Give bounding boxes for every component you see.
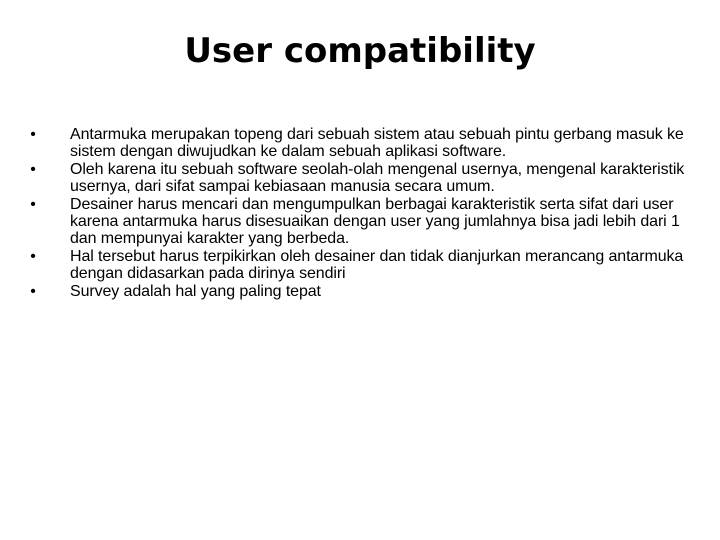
bullet-icon: •: [30, 247, 36, 265]
bullet-text: Survey adalah hal yang paling tepat: [70, 282, 321, 300]
bullet-item: [28, 248, 688, 283]
bullet-item: [28, 283, 688, 300]
slide-title: User compatibility: [184, 31, 536, 71]
bullet-item: [28, 161, 688, 196]
bullet-icon: •: [30, 195, 36, 213]
bullet-icon: •: [30, 160, 36, 178]
bullet-text: Desainer harus mencari dan mengumpulkan berbagai karakteristik serta sifat dari user karena antarmuka harus disesuaikan dengan user yang jumlahnya bisa jadi lebih dari 1 dan mempunyai karakter yang berbeda.: [70, 195, 680, 248]
bullet-icon: •: [30, 126, 36, 143]
bullet-icon: •: [30, 282, 36, 300]
bullet-text: Antarmuka merupakan topeng dari sebuah sistem atau sebuah pintu gerbang masuk ke sistem dengan diwujudkan ke dalam sebuah aplikasi software.: [70, 126, 684, 161]
bullet-item: [28, 196, 688, 248]
bullet-list: [28, 126, 688, 300]
bullet-text: Hal tersebut harus terpikirkan oleh desainer dan tidak dianjurkan merancang antarmuka dengan didasarkan pada dirinya sendiri: [70, 247, 684, 283]
bullet-item: [28, 126, 688, 161]
bullet-text: Oleh karena itu sebuah software seolah-olah mengenal usernya, mengenal karakteristik usernya, dari sifat sampai kebiasaan manusia secara umum.: [70, 160, 685, 196]
